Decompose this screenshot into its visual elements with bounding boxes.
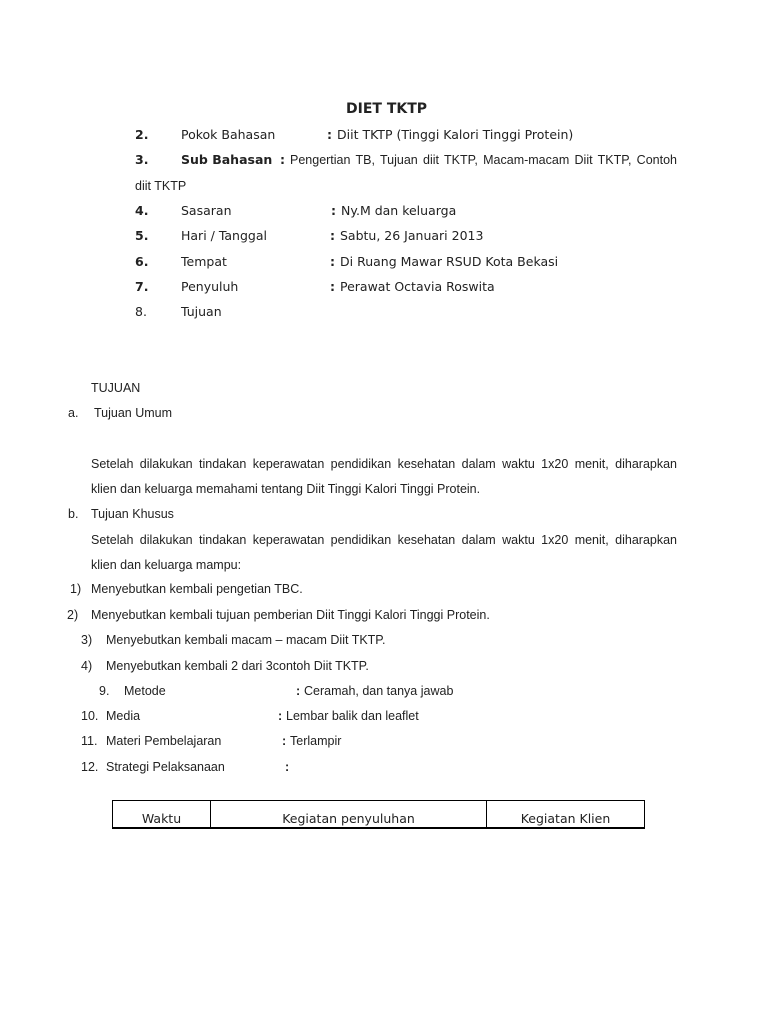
document-title: DIET TKTP — [346, 101, 428, 117]
item-number: 5. — [135, 228, 149, 243]
item-value-materi-pembelajaran: Terlampir — [290, 734, 342, 748]
colon: : — [330, 228, 335, 243]
table-header-waktu: Waktu — [113, 801, 211, 829]
item-label-sasaran: Sasaran — [181, 203, 232, 218]
colon: : — [278, 709, 283, 723]
list-marker: a. — [68, 406, 79, 420]
item-number: 10. — [81, 709, 99, 723]
paragraph-tujuan-umum-line2: klien dan keluarga memahami tentang Diit Tinggi Kalori Tinggi Protein. — [91, 482, 481, 496]
colon: : — [330, 279, 335, 294]
colon: : — [282, 734, 287, 748]
colon: : — [330, 254, 335, 269]
item-value-hari-tanggal: Sabtu, 26 Januari 2013 — [340, 228, 484, 243]
item-value-pokok-bahasan: Diit TKTP (Tinggi Kalori Tinggi Protein) — [337, 127, 574, 142]
section-heading-tujuan: TUJUAN — [91, 381, 141, 395]
colon: : — [331, 203, 336, 218]
paragraph-tujuan-umum-line1: Setelah dilakukan tindakan keperawatan pendidikan kesehatan dalam waktu 1x20 menit, diharapkan — [91, 457, 677, 471]
paragraph-tujuan-khusus-line1: Setelah dilakukan tindakan keperawatan pendidikan kesehatan dalam waktu 1x20 menit, diharapkan — [91, 533, 677, 547]
list-item: Menyebutkan kembali 2 dari 3contoh Diit TKTP. — [106, 659, 369, 673]
list-item: Menyebutkan kembali pengetian TBC. — [91, 582, 303, 596]
subheading-tujuan-umum: Tujuan Umum — [94, 406, 173, 420]
item-value-metode: Ceramah, dan tanya jawab — [304, 684, 454, 698]
list-item: Menyebutkan kembali macam – macam Diit TKTP. — [106, 633, 386, 647]
item-label-pokok-bahasan: Pokok Bahasan — [181, 127, 276, 142]
colon: : — [296, 684, 301, 698]
item-number: 11. — [81, 734, 98, 748]
list-marker: b. — [68, 507, 79, 521]
colon: : — [285, 760, 290, 774]
item-number: 12. — [81, 760, 99, 774]
item-value-sub-bahasan-continued: diit TKTP — [135, 179, 187, 193]
list-item-number: 3) — [81, 633, 93, 647]
item-value-sasaran: Ny.M dan keluarga — [341, 203, 457, 218]
list-item-number: 1) — [70, 582, 82, 596]
item-number: 2. — [135, 127, 149, 142]
item-value-media: Lembar balik dan leaflet — [286, 709, 419, 723]
list-item-number: 4) — [81, 659, 93, 673]
item-label-tempat: Tempat — [181, 254, 227, 269]
list-item: Menyebutkan kembali tujuan pemberian Diit Tinggi Kalori Tinggi Protein. — [91, 608, 490, 622]
item-label-sub-bahasan: Sub Bahasan — [181, 152, 273, 167]
table-header-kegiatan-penyuluhan: Kegiatan penyuluhan — [211, 801, 487, 829]
item-number: 8. — [135, 304, 147, 319]
table-header-kegiatan-klien: Kegiatan Klien — [487, 801, 645, 829]
item-value-sub-bahasan: Pengertian TB, Tujuan diit TKTP, Macam-macam Diit TKTP, Contoh — [290, 153, 677, 167]
item-label-penyuluh: Penyuluh — [181, 279, 239, 294]
item-label-hari-tanggal: Hari / Tanggal — [181, 228, 267, 243]
item-value-penyuluh: Perawat Octavia Roswita — [340, 279, 495, 294]
activity-table — [112, 800, 645, 829]
list-item-number: 2) — [67, 608, 79, 622]
item-number: 3. — [135, 152, 149, 167]
item-number: 9. — [99, 684, 110, 698]
subheading-tujuan-khusus: Tujuan Khusus — [91, 507, 174, 521]
paragraph-tujuan-khusus-line2: klien dan keluarga mampu: — [91, 558, 242, 572]
item-label-strategi-pelaksanaan: Strategi Pelaksanaan — [106, 760, 225, 774]
colon: : — [327, 127, 332, 142]
item-number: 6. — [135, 254, 149, 269]
item-label-materi-pembelajaran: Materi Pembelajaran — [106, 734, 222, 748]
table-header-row — [113, 801, 645, 829]
item-label-media: Media — [106, 709, 141, 723]
item-value-tempat: Di Ruang Mawar RSUD Kota Bekasi — [340, 254, 559, 269]
colon: : — [280, 152, 285, 167]
item-label-tujuan: Tujuan — [181, 304, 222, 319]
item-label-metode: Metode — [124, 684, 166, 698]
item-number: 7. — [135, 279, 149, 294]
item-number: 4. — [135, 203, 149, 218]
